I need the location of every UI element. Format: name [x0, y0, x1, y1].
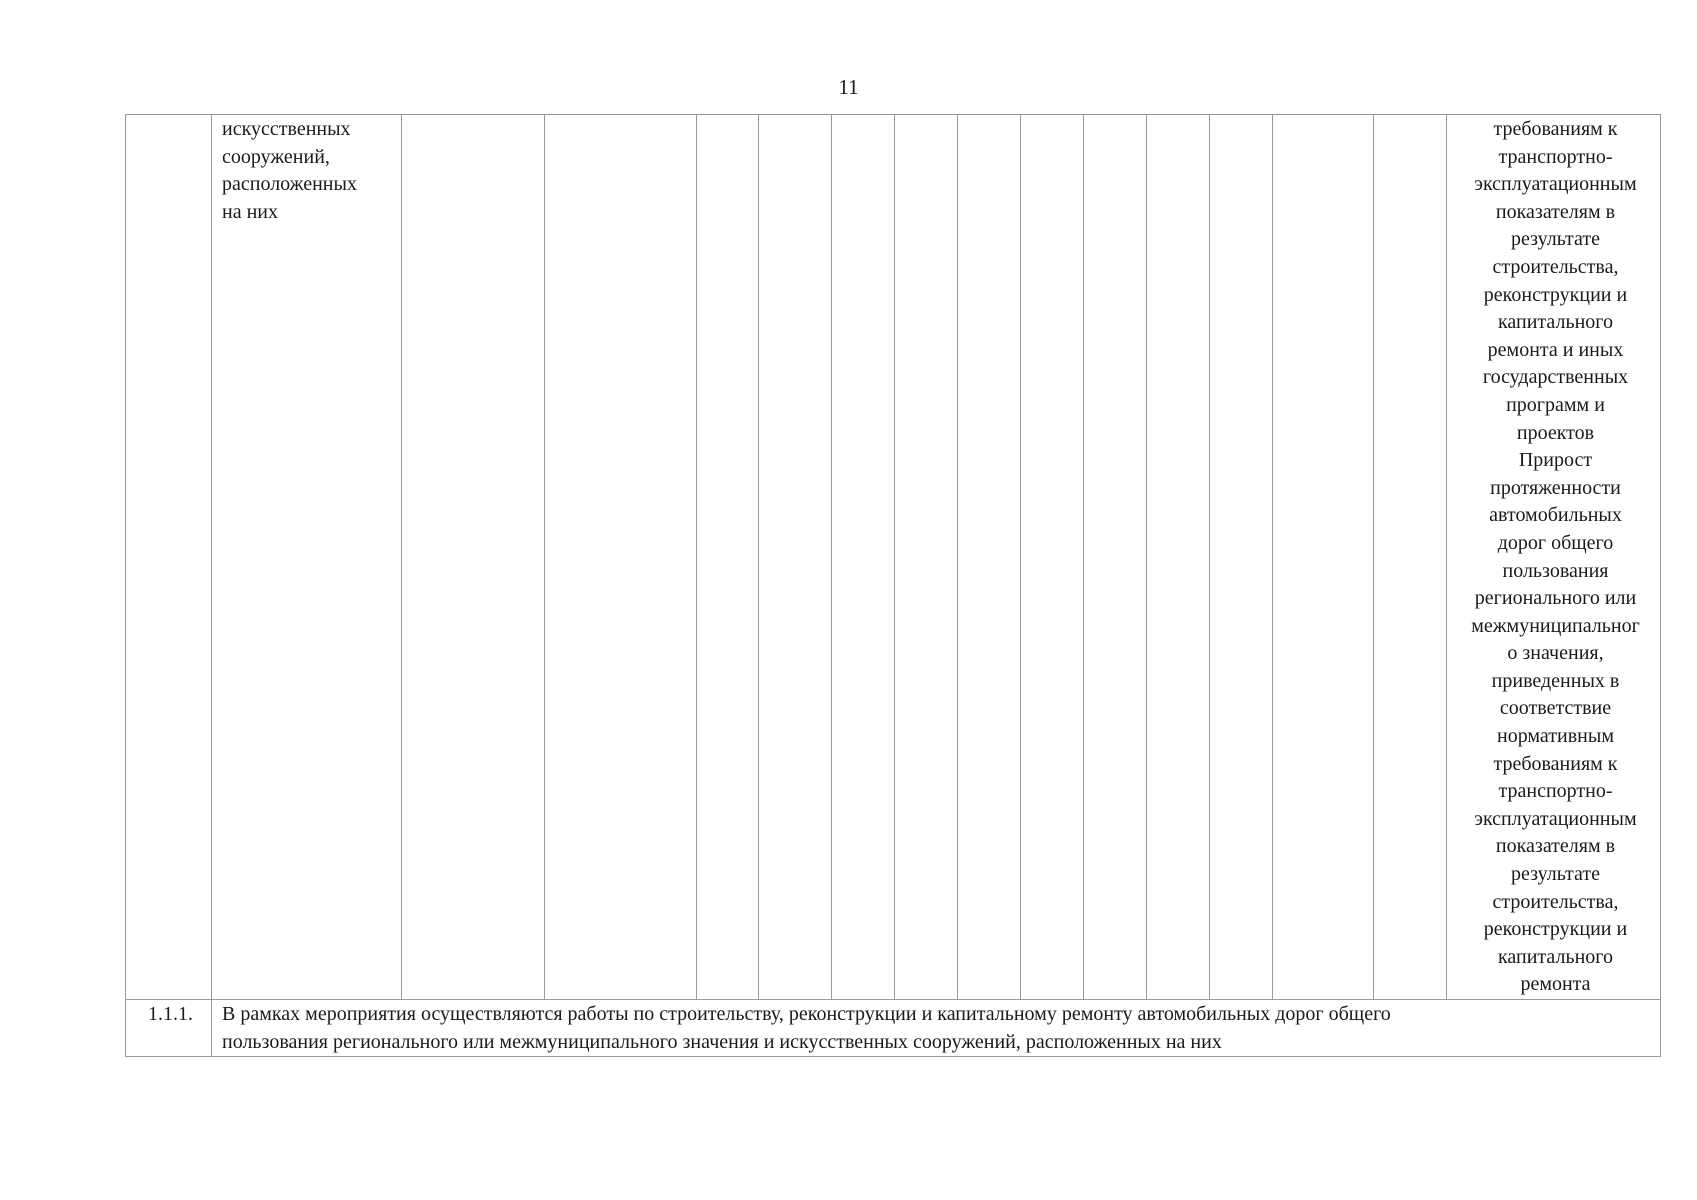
table-row-continuation [126, 115, 1661, 1000]
result-line: проектов [1516, 421, 1595, 444]
name-line: искусственных [222, 118, 351, 140]
cell-empty [832, 115, 895, 1000]
description-line: пользования регионального или межмуниципального значения и искусственных сооружений, расположенных на них [222, 1030, 1222, 1053]
result-line: требованиям к [1493, 752, 1618, 775]
cell-measure-name [212, 115, 402, 1000]
cell-measure-description [212, 1000, 1661, 1057]
page-number: 11 [838, 75, 859, 99]
name-line: сооружений, [222, 145, 330, 168]
cell-expected-result [1447, 115, 1661, 1000]
cell-empty [1084, 115, 1147, 1000]
result-line: протяженности [1490, 476, 1621, 499]
result-line: нормативным [1497, 725, 1614, 748]
result-line: транспортно- [1498, 145, 1613, 168]
cell-empty [1210, 115, 1273, 1000]
cell-empty [1374, 115, 1447, 1000]
result-line: ремонта [1520, 973, 1591, 996]
cell-empty [895, 115, 958, 1000]
description-line: В рамках мероприятия осуществляются работы по строительству, реконструкции и капитальному ремонту автомобильных дорог общего [222, 1003, 1391, 1025]
name-line: расположенных [222, 173, 357, 196]
program-table [125, 114, 1661, 1057]
result-line: реконструкции и [1483, 918, 1628, 941]
result-line: приведенных в [1491, 669, 1620, 692]
result-line: результате [1510, 863, 1601, 886]
result-line: Прирост [1518, 449, 1593, 472]
result-line: о значения, [1507, 642, 1604, 665]
cell-empty [1273, 115, 1374, 1000]
cell-measure-number: 1.1.1. [126, 1000, 212, 1057]
result-line: реконструкции и [1483, 283, 1628, 306]
cell-empty [545, 115, 697, 1000]
result-line: результате [1510, 228, 1601, 251]
name-line: на них [222, 200, 278, 223]
result-line: показателям в [1495, 200, 1616, 223]
result-line: дорог общего [1497, 531, 1614, 554]
cell-empty [759, 115, 832, 1000]
result-line: государственных [1482, 366, 1629, 389]
result-line: программ и [1506, 393, 1605, 416]
cell-empty [1147, 115, 1210, 1000]
table-row-measure [126, 1000, 1661, 1057]
cell-empty [402, 115, 545, 1000]
result-line: транспортно- [1498, 780, 1613, 803]
result-line: ремонта и иных [1487, 338, 1624, 361]
result-line: требованиям к [1493, 118, 1618, 140]
result-line: строительства, [1492, 255, 1619, 278]
cell-empty [1021, 115, 1084, 1000]
result-line: соответствие [1499, 697, 1612, 720]
result-line: автомобильных [1489, 504, 1622, 527]
result-line: показателям в [1495, 835, 1616, 858]
cell-number-empty [126, 115, 212, 1000]
result-line: пользования [1502, 559, 1609, 582]
result-line: капитального [1498, 945, 1613, 968]
result-line: эксплуатационным [1474, 807, 1637, 830]
cell-empty [958, 115, 1021, 1000]
cell-empty [697, 115, 759, 1000]
result-line: капитального [1498, 311, 1613, 334]
result-line: строительства, [1492, 890, 1619, 913]
result-line: межмуниципальног [1471, 614, 1640, 637]
result-line: регионального или [1474, 587, 1637, 610]
result-line: эксплуатационным [1474, 173, 1637, 196]
